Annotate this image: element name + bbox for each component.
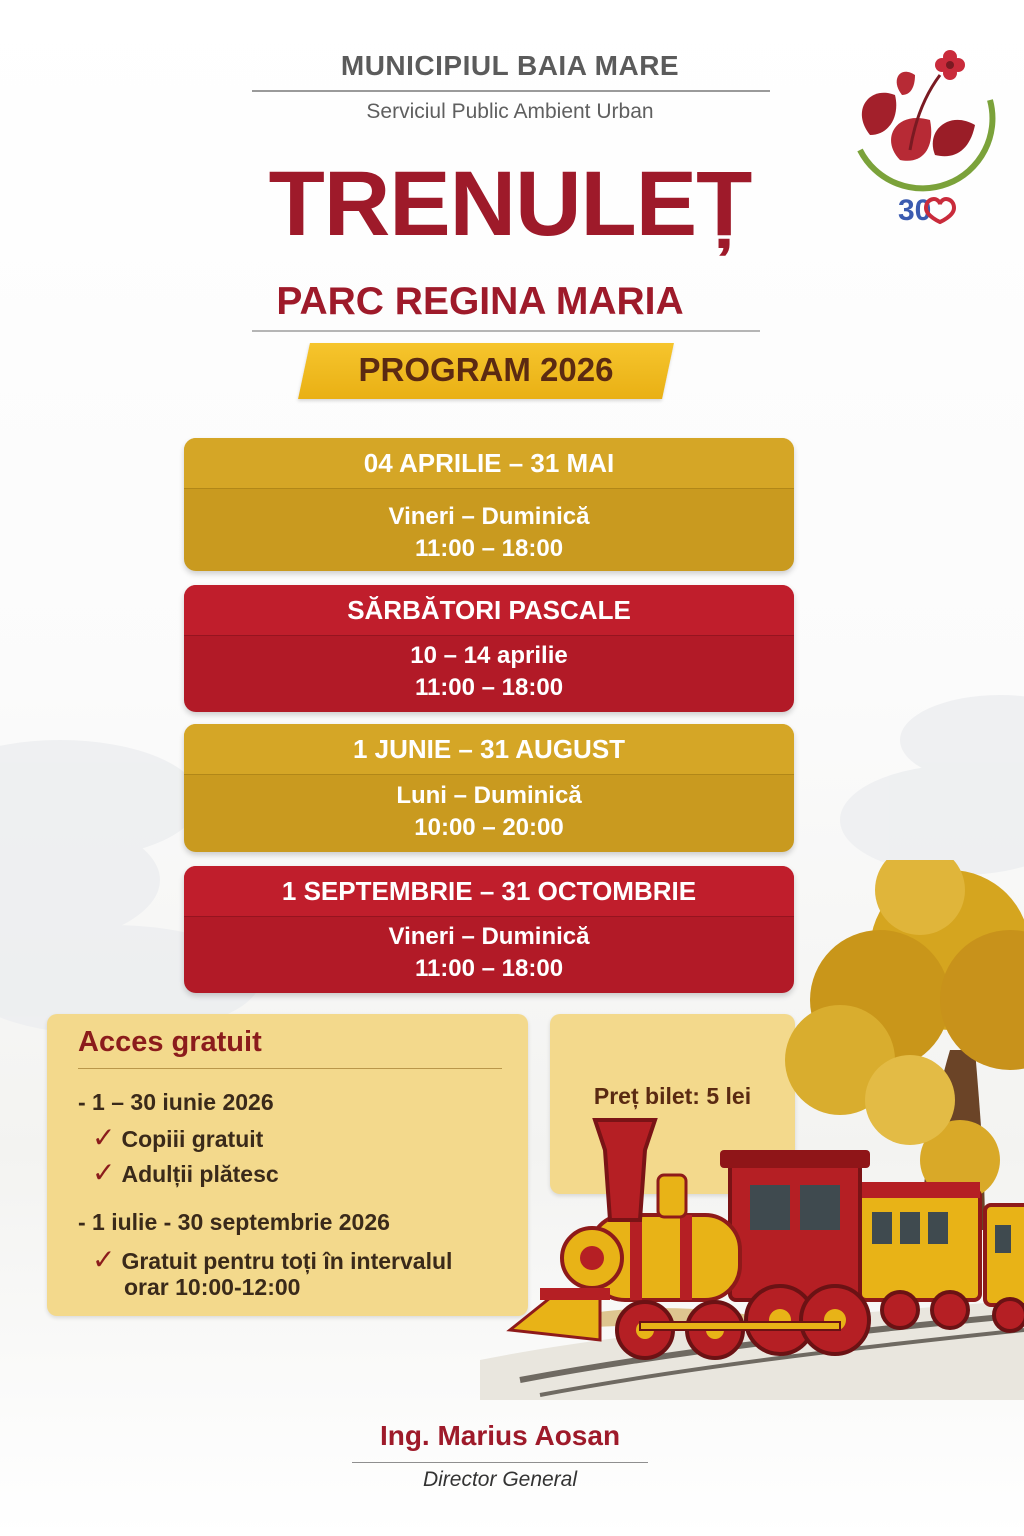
access-item: ✓ Adulții plătesc [92,1157,279,1188]
schedule-hours: 10:00 – 20:00 [414,814,564,841]
checkmark-icon: ✓ [92,1157,116,1188]
title-divider [252,330,760,332]
organization-name: MUNICIPIUL BAIA MARE [340,50,680,81]
program-label: PROGRAM 2026 [358,351,614,388]
schedule-days: Vineri – Duminică [388,503,590,530]
checkmark-icon: ✓ [92,1122,116,1153]
schedule-days: 10 – 14 aprilie [410,642,568,669]
schedule-box [184,585,794,712]
flower-leaves-logo-icon [840,40,1000,230]
access-period-1: - 1 – 30 iunie 2026 [78,1089,274,1115]
free-access-title: Acces gratuit [78,1026,262,1058]
schedule-box [184,724,794,852]
checkmark-icon: ✓ [92,1244,116,1275]
page-subtitle: PARC REGINA MARIA [276,280,684,323]
schedule-header: SĂRBĂTORI PASCALE [184,585,794,636]
schedule-hours: 11:00 – 18:00 [414,674,564,701]
schedule-hours: 11:00 – 18:00 [414,955,564,982]
steam-train-illustration [480,860,1024,1400]
signature-divider [352,1462,648,1463]
access-item: ✓ Copiii gratuit [92,1122,264,1153]
director-role: Director General [422,1468,578,1491]
logo-number: 30 [898,194,932,227]
service-name: Serviciul Public Ambient Urban [366,100,654,123]
ticket-price: Preț bilet: 5 lei [593,1083,752,1109]
access-period-2: - 1 iulie - 30 septembrie 2026 [78,1209,390,1235]
schedule-hours: 11:00 – 18:00 [414,535,564,562]
schedule-box [184,438,794,571]
schedule-header: 1 SEPTEMBRIE – 31 OCTOMBRIE [184,866,794,917]
schedule-header: 1 JUNIE – 31 AUGUST [184,724,794,775]
schedule-header: 04 APRILIE – 31 MAI [184,438,794,489]
header-divider [252,90,770,92]
schedule-days: Luni – Duminică [396,782,582,809]
director-name: Ing. Marius Aosan [379,1420,621,1451]
access-item-continued: orar 10:00-12:00 [124,1274,301,1300]
free-access-divider [78,1068,502,1069]
schedule-days: Vineri – Duminică [388,923,590,950]
access-item: ✓ Gratuit pentru toți în intervalul [92,1244,453,1275]
page-title: TRENULEȚ [268,153,752,255]
